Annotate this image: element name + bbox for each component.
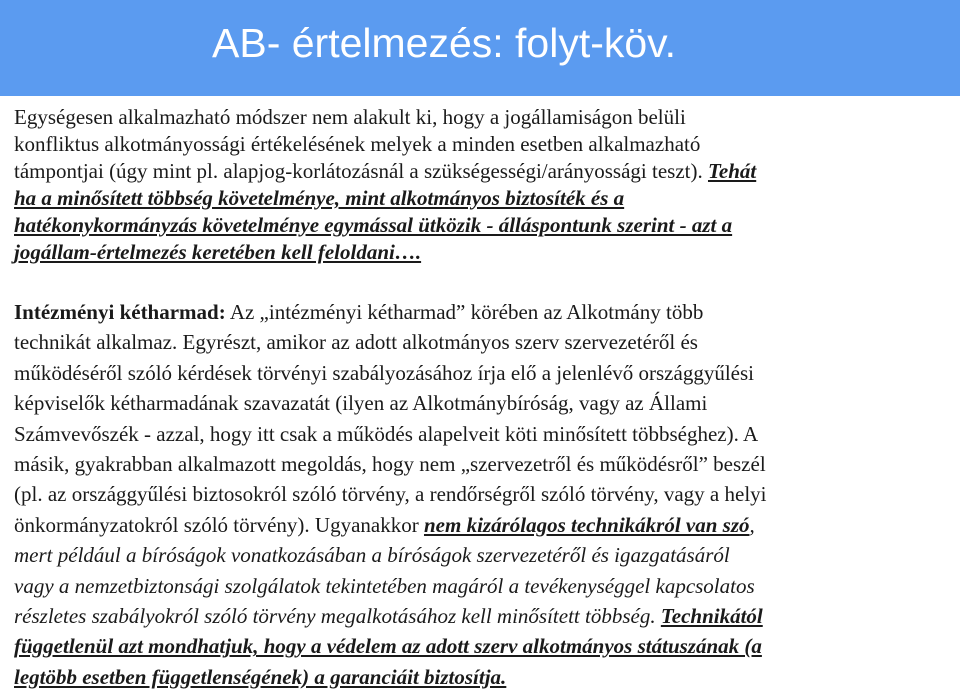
p2-line-2: technikát alkalmaz. Egyrészt, amikor az adott alkotmányos szerv szervezetéről és: [14, 330, 698, 355]
p1-line-1: Egységesen alkalmazható módszer nem alakult ki, hogy a jogállamiságon belüli: [14, 105, 686, 129]
p1-line-2: konfliktus alkotmányossági értékelésének melyek a minden esetben alkalmazható: [14, 132, 701, 156]
p1-line-5: hatékonykormányzás követelménye egymással ütközik - álláspontunk szerint - azt a: [14, 213, 733, 237]
p1-line-3: [14, 158, 954, 185]
paragraph-2: [14, 297, 954, 692]
p1-emphasis-start: Tehát: [707, 159, 757, 183]
p2-line-11-text: részletes szabályokról szóló törvény megalkotásához kell minősített többség.: [14, 604, 661, 629]
p1-line-6: jogállam-értelmezés keretében kell feloldani….: [14, 240, 422, 264]
p2-line-13: legtöbb esetben függetlenségének) a garanciáit biztosítja.: [14, 664, 507, 689]
title-bar: [0, 0, 960, 96]
p2-line-10: vagy a nemzetbiztonsági szolgálatok tekintetében magáról a tevékenységgel kapcsolatos: [14, 573, 755, 598]
p2-line-6: másik, gyakrabban alkalmazott megoldás, hogy nem „szervezetről és működésről” beszél: [14, 452, 766, 477]
p2-emphasis-conclusion: Technikától: [660, 604, 763, 629]
p2-lead-label: Intézményi kétharmad:: [14, 300, 226, 324]
p2-line-3: működéséről szóló kérdések törvényi szabályozásához írja elő a jelenlévő országgyűlési: [14, 360, 754, 385]
p2-line-9: mert például a bíróságok vonatkozásában a bíróságok szervezetéről és igazgatásáról: [14, 543, 730, 568]
p2-line-8-tail: ,: [749, 512, 755, 537]
p2-line-8: [14, 510, 954, 540]
p2-emphasis-technique: nem kizárólagos technikákról van szó: [423, 512, 750, 537]
p2-line-1-text: Az „intézményi kétharmad” körében az Alkotmány több: [225, 300, 704, 324]
paragraph-1: [14, 104, 954, 266]
p2-line-1: [14, 297, 954, 327]
p1-line-3-text: támpontjai (úgy mint pl. alapjog-korlátozásnál a szükségességi/arányossági teszt).: [14, 159, 708, 183]
p2-line-8-text: önkormányzatokról szóló törvény). Ugyanakkor: [14, 512, 424, 537]
p2-line-7: (pl. az országgyűlési biztosokról szóló törvény, a rendőrségről szóló törvény, vagy a helyi: [14, 482, 767, 507]
p2-line-4: képviselők kétharmadának szavazatát (ilyen az Alkotmánybíróság, vagy az Állami: [14, 391, 708, 416]
p2-line-12: függetlenül azt mondhatjuk, hogy a védelem az adott szerv alkotmányos státuszának (a: [14, 634, 762, 659]
page-title: AB- értelmezés: folyt-köv.: [212, 20, 677, 66]
p2-line-5: Számvevőszék - azzal, hogy itt csak a működés alapelveit köti minősített többséghez). A: [14, 421, 759, 446]
p2-line-11: [14, 601, 954, 631]
p1-line-4: ha a minősített többség követelménye, mint alkotmányos biztosíték és a: [14, 186, 625, 210]
